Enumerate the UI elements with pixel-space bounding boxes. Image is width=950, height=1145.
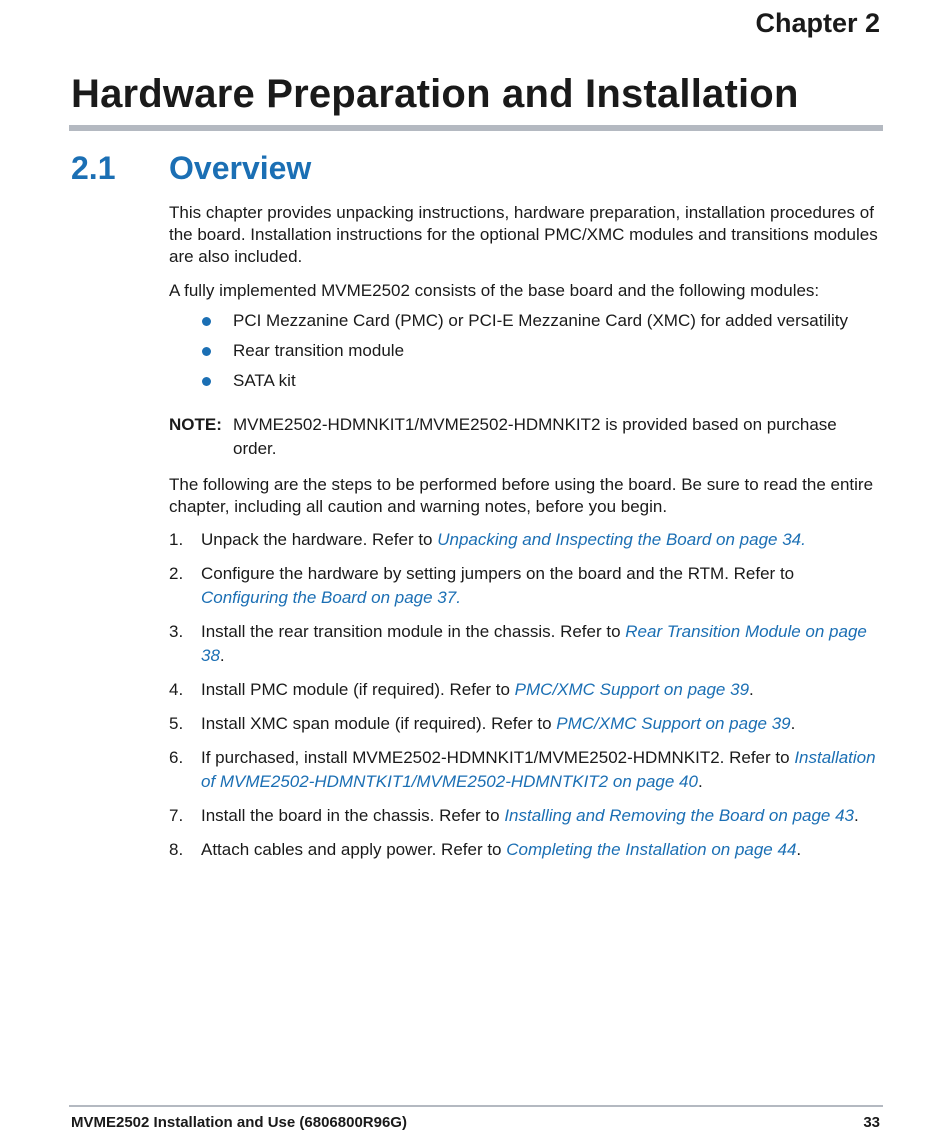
step-text: Install PMC module (if required). Refer to bbox=[201, 680, 515, 699]
step-link[interactable]: PMC/XMC Support on page 39 bbox=[556, 714, 791, 733]
step-after: . bbox=[796, 840, 802, 859]
step-after: . bbox=[854, 806, 859, 825]
bullet-text: SATA kit bbox=[233, 371, 296, 390]
section-content bbox=[169, 202, 884, 872]
step-after: . bbox=[790, 714, 796, 733]
list-item bbox=[169, 310, 884, 340]
step-link[interactable]: Installation of MVME2502-HDMNTKIT1/MVME2502-HDMNTKIT2 on page 40 bbox=[201, 748, 876, 791]
note-label: NOTE: bbox=[169, 415, 222, 434]
modules-list bbox=[169, 310, 884, 400]
bullet-icon bbox=[202, 377, 211, 386]
bullet-text: Rear transition module bbox=[233, 341, 405, 360]
note-text: MVME2502-HDMNKIT1/MVME2502-HDMNKIT2 is provided based on purchase order. bbox=[233, 415, 837, 458]
list-item bbox=[169, 340, 884, 370]
step-number: 5. bbox=[169, 714, 184, 733]
modules-paragraph: A fully implemented MVME2502 consists of the base board and the following modules: bbox=[169, 281, 820, 300]
bullet-text: PCI Mezzanine Card (PMC) or PCI-E Mezzanine Card (XMC) for added versatility bbox=[233, 311, 849, 330]
intro-paragraph: This chapter provides unpacking instructions, hardware preparation, installation procedures of the board. Installation instructions for the optional PMC/XMC modules and transitions modules are also included. bbox=[169, 203, 878, 266]
step-link[interactable]: Installing and Removing the Board on page 43 bbox=[504, 806, 855, 825]
step-number: 1. bbox=[169, 530, 184, 549]
title-rule bbox=[69, 125, 883, 131]
section-number: 2.1 bbox=[71, 150, 116, 186]
step-number: 7. bbox=[169, 806, 184, 825]
steps-intro-paragraph: The following are the steps to be performed before using the board. Be sure to read the entire chapter, including all caution and warning notes, before you begin. bbox=[169, 475, 874, 516]
step-link[interactable]: Unpacking and Inspecting the Board on page 34. bbox=[437, 530, 806, 549]
step-link[interactable]: Rear Transition Module on page 38 bbox=[201, 622, 867, 665]
step-item bbox=[169, 746, 884, 794]
step-text: Install XMC span module (if required). Refer to bbox=[201, 714, 557, 733]
step-item bbox=[169, 804, 884, 828]
bullet-icon bbox=[202, 317, 211, 326]
step-after: . bbox=[219, 646, 225, 665]
list-item bbox=[169, 370, 884, 400]
step-number: 2. bbox=[169, 564, 184, 583]
step-item bbox=[169, 528, 884, 552]
step-text: Install the board in the chassis. Refer to bbox=[201, 806, 505, 825]
footer-rule bbox=[69, 1105, 883, 1107]
section-title: Overview bbox=[169, 150, 312, 186]
step-number: 6. bbox=[169, 748, 184, 767]
footer-document-title: MVME2502 Installation and Use (6806800R96G) bbox=[71, 1114, 407, 1131]
step-text: Configure the hardware by setting jumpers on the board and the RTM. Refer to bbox=[201, 564, 795, 583]
footer-page-number: 33 bbox=[863, 1114, 880, 1131]
step-link[interactable]: Configuring the Board on page 37. bbox=[201, 588, 461, 607]
step-text: Unpack the hardware. Refer to bbox=[201, 530, 438, 549]
step-number: 8. bbox=[169, 840, 184, 859]
chapter-label: Chapter 2 bbox=[755, 8, 880, 38]
step-text: If purchased, install MVME2502-HDMNKIT1/MVME2502-HDMNKIT2. Refer to bbox=[201, 748, 795, 767]
step-number: 4. bbox=[169, 680, 184, 699]
step-text: Install the rear transition module in the chassis. Refer to bbox=[201, 622, 626, 641]
step-item bbox=[169, 620, 884, 668]
note-block bbox=[169, 413, 884, 461]
step-text: Attach cables and apply power. Refer to bbox=[201, 840, 507, 859]
bullet-icon bbox=[202, 347, 211, 356]
step-item bbox=[169, 678, 884, 702]
step-item bbox=[169, 562, 884, 610]
step-item bbox=[169, 838, 884, 862]
step-link[interactable]: Completing the Installation on page 44 bbox=[506, 840, 797, 859]
step-number: 3. bbox=[169, 622, 184, 641]
chapter-title: Hardware Preparation and Installation bbox=[71, 72, 799, 116]
step-link[interactable]: PMC/XMC Support on page 39 bbox=[514, 680, 750, 699]
step-item bbox=[169, 712, 884, 736]
steps-list bbox=[169, 528, 884, 862]
step-after: . bbox=[697, 772, 703, 791]
step-after: . bbox=[749, 680, 754, 699]
